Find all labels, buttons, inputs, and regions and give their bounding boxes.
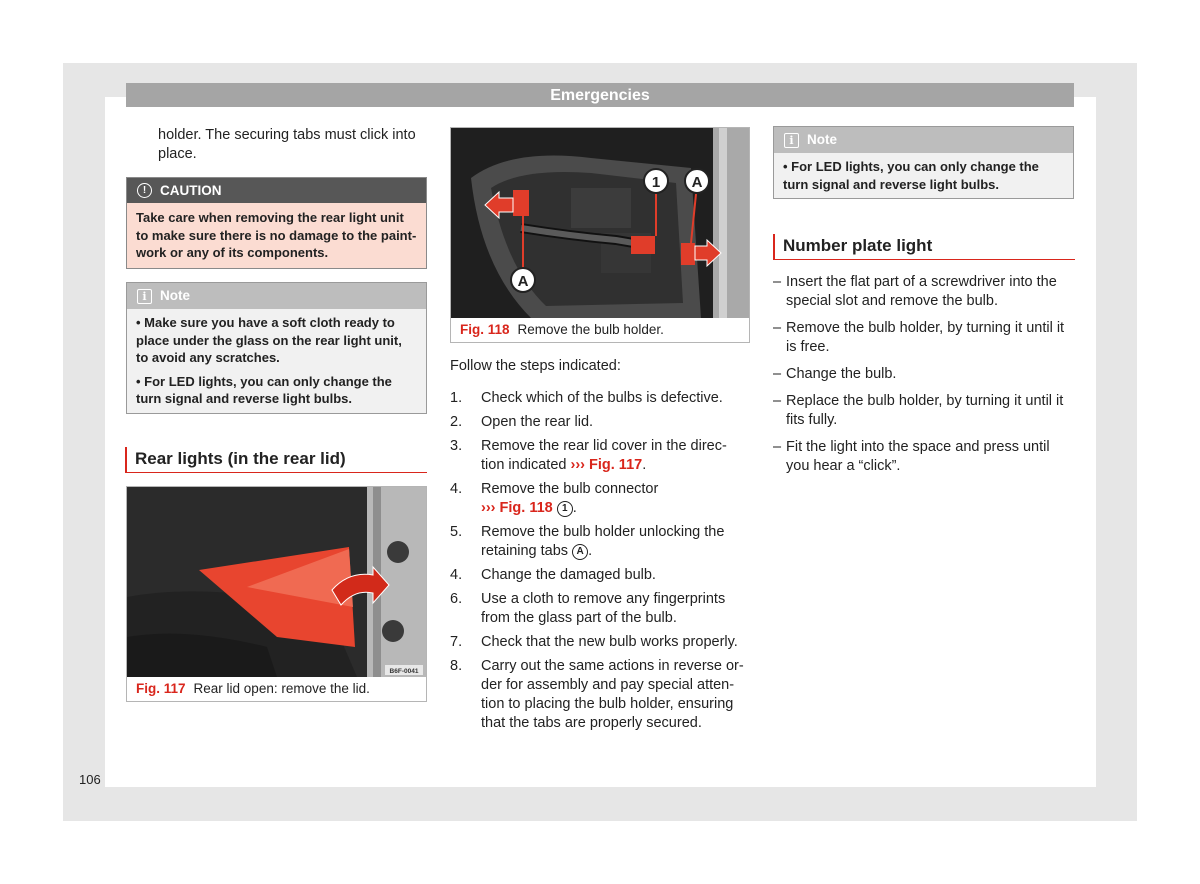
section-title-rear-lights: Rear lights (in the rear lid) (125, 447, 427, 473)
note-box (126, 282, 427, 414)
callout-a-symbol: A (572, 544, 588, 560)
caution-box (126, 177, 427, 269)
callout-1: 1 (651, 174, 661, 191)
caution-text: Take care when removing the rear light unit to make sure there is no damage to the paint-work or any of its components. (127, 203, 426, 268)
bulb-holder-image (451, 128, 749, 318)
steps-list (450, 389, 750, 738)
steps-lead: Follow the steps indicated: (450, 358, 621, 374)
note-title: Note (160, 288, 190, 303)
figure-caption: Rear lid open: remove the lid. (193, 681, 370, 696)
info-icon: i (784, 133, 799, 148)
page-number: 106 (79, 772, 101, 787)
note-title: Note (807, 132, 837, 147)
callout-a: A (517, 273, 529, 290)
callout-1-symbol: 1 (557, 501, 573, 517)
number-plate-steps (773, 273, 1073, 484)
figure-117 (126, 486, 427, 702)
figure-caption: Remove the bulb holder. (517, 322, 664, 337)
step-item: 7. Check that the new bulb works properly. (450, 634, 738, 650)
chapter-header: Emergencies (126, 83, 1074, 107)
list-item: – Replace the bulb holder, by turning it until it fits fully. (773, 393, 1064, 428)
figure-ref-link[interactable]: ››› Fig. 117 (570, 457, 643, 473)
figure-label: Fig. 118 (460, 322, 510, 337)
step-item: 1. Check which of the bulbs is defective. (450, 390, 723, 406)
figure-ref-link[interactable]: ››› Fig. 118 (481, 500, 553, 516)
step-item: 5. Remove the bulb holder unlocking the retaining tabs A . (450, 524, 725, 559)
note-item: • For LED lights, you can only change the turn signal and reverse light bulbs. (136, 373, 392, 406)
step-item: 4. Change the damaged bulb. (450, 567, 656, 583)
callout-a: A (691, 174, 703, 191)
info-icon: i (137, 289, 152, 304)
step-item: 2. Open the rear lid. (450, 414, 594, 430)
exclamation-circle-icon: ! (137, 183, 152, 198)
rear-lid-image (127, 487, 426, 677)
step-item: 8. Carry out the same actions in reverse or-der for assembly and pay special atten-tion to placing the bulb holder, ensuring that the tabs are properly secured. (450, 658, 744, 731)
caution-title: CAUTION (160, 183, 222, 198)
list-item: – Fit the light into the space and press until you hear a “click”. (773, 439, 1050, 474)
section-title-number-plate: Number plate light (773, 234, 1075, 260)
figure-118 (450, 127, 750, 343)
image-code: B6F-0041 (389, 668, 419, 675)
list-item: – Insert the flat part of a screwdriver into the special slot and remove the bulb. (773, 274, 1057, 309)
note-text: • For LED lights, you can only change the turn signal and reverse light bulbs. (774, 153, 1073, 198)
list-item: – Remove the bulb holder, by turning it until it is free. (773, 320, 1065, 355)
note-item: • Make sure you have a soft cloth ready to place under the glass on the rear light unit, to avoid any scratches. (136, 315, 402, 365)
note-box-led (773, 126, 1074, 199)
step-item: 4. Remove the bulb connector ››› Fig. 118 1 . (450, 481, 659, 516)
figure-label: Fig. 117 (136, 681, 186, 696)
step-item: 3. Remove the rear lid cover in the direc-tion indicated ››› Fig. 117. (450, 438, 727, 473)
step-item: 6. Use a cloth to remove any fingerprints from the glass part of the bulb. (450, 591, 726, 626)
list-item: – Change the bulb. (773, 366, 897, 382)
intro-text: holder. The securing tabs must click into place. (158, 127, 416, 162)
